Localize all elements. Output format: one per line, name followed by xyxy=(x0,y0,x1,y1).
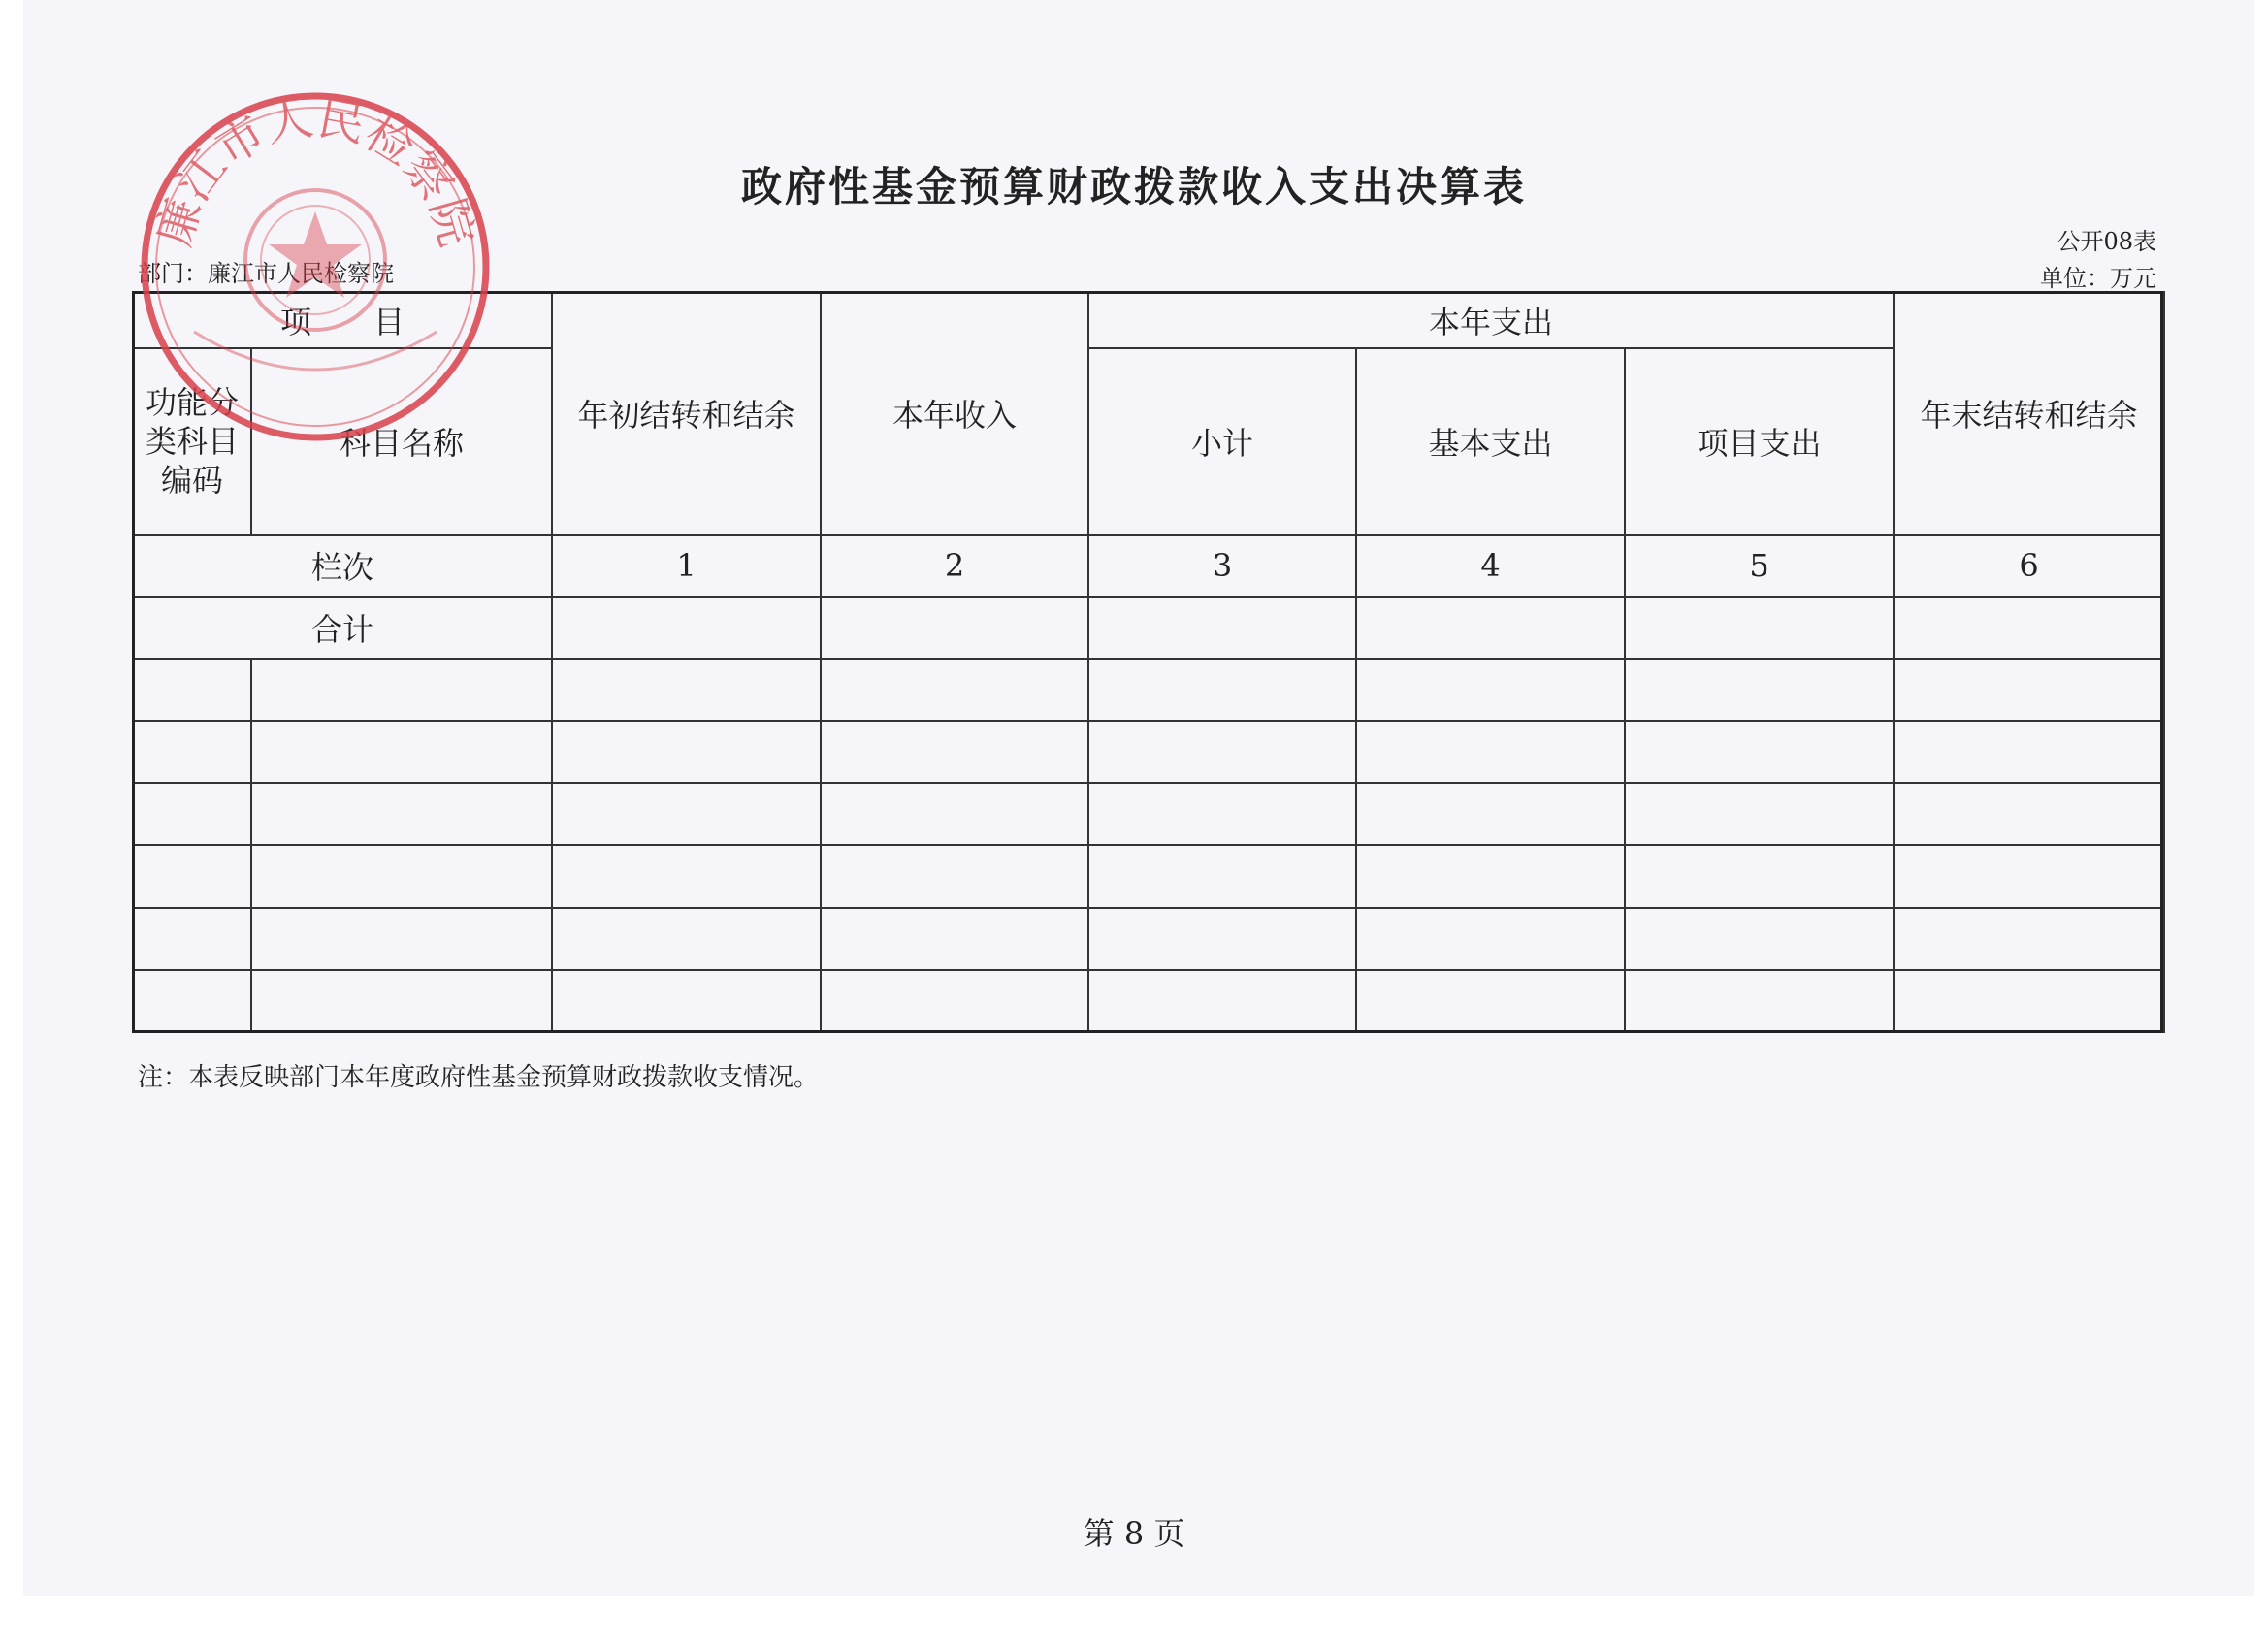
table-cell xyxy=(251,845,552,907)
table-cell xyxy=(1356,783,1625,845)
table-cell xyxy=(821,659,1088,721)
table-cell xyxy=(251,970,552,1032)
table-cell xyxy=(1088,908,1356,970)
table-cell xyxy=(133,908,251,970)
table-cell xyxy=(1088,597,1356,659)
scan-margin xyxy=(0,1596,2268,1649)
table-cell xyxy=(1356,659,1625,721)
table-cell xyxy=(1356,597,1625,659)
table-cell xyxy=(133,845,251,907)
table-row xyxy=(133,659,2164,721)
header-row-1 xyxy=(133,292,2164,348)
table-cell xyxy=(1088,721,1356,783)
header-end-balance: 年末结转和结余 xyxy=(1894,292,2164,535)
department-label: 部门：廉江市人民检察院 xyxy=(138,260,394,287)
header-begin-balance: 年初结转和结余 xyxy=(552,292,821,535)
page-number: 第 8 页 xyxy=(1083,1515,1185,1552)
table-cell xyxy=(251,721,552,783)
table-cell xyxy=(133,721,251,783)
table-cell xyxy=(1088,659,1356,721)
column-number: 6 xyxy=(1894,535,2164,597)
table-row xyxy=(133,783,2164,845)
table-cell xyxy=(552,845,821,907)
seal-text: 廉江市人民检察院 xyxy=(146,90,484,253)
table-cell xyxy=(552,783,821,845)
column-number: 5 xyxy=(1625,535,1894,597)
table-cell xyxy=(1894,659,2164,721)
table-cell xyxy=(1625,659,1894,721)
table-cell xyxy=(821,721,1088,783)
table-cell xyxy=(133,659,251,721)
table-cell xyxy=(1625,597,1894,659)
table-cell xyxy=(1356,970,1625,1032)
table-cell xyxy=(1625,721,1894,783)
unit-label: 单位：万元 xyxy=(2040,265,2156,292)
table-cell xyxy=(552,721,821,783)
header-subtotal: 小计 xyxy=(1088,348,1356,534)
table-cell xyxy=(251,783,552,845)
table-cell xyxy=(1088,845,1356,907)
header-expense-group: 本年支出 xyxy=(1088,292,1894,348)
table-cell xyxy=(1894,597,2164,659)
table-cell xyxy=(1625,970,1894,1032)
table-cell xyxy=(552,597,821,659)
table-cell xyxy=(1625,783,1894,845)
document-title: 政府性基金预算财政拨款收入支出决算表 xyxy=(740,163,1527,210)
table-meta xyxy=(2040,223,2156,297)
table-cell xyxy=(251,659,552,721)
table-cell xyxy=(1356,908,1625,970)
table-cell xyxy=(133,783,251,845)
column-number: 4 xyxy=(1356,535,1625,597)
table-row xyxy=(133,845,2164,907)
table-cell xyxy=(251,908,552,970)
table-cell xyxy=(1894,845,2164,907)
table-cell xyxy=(821,597,1088,659)
table-cell xyxy=(1894,721,2164,783)
table-row xyxy=(133,970,2164,1032)
header-project: 项目支出 xyxy=(1625,348,1894,534)
table-cell xyxy=(1894,908,2164,970)
table-cell xyxy=(552,659,821,721)
column-number: 1 xyxy=(552,535,821,597)
column-index-row xyxy=(133,535,2164,597)
row-index-label: 栏次 xyxy=(133,535,552,597)
table-row xyxy=(133,721,2164,783)
footnote: 注：本表反映部门本年度政府性基金预算财政拨款收支情况。 xyxy=(138,1063,820,1092)
header-code: 功能分类科目编码 xyxy=(133,348,251,534)
table-cell xyxy=(1625,845,1894,907)
table-cell xyxy=(821,908,1088,970)
total-row xyxy=(133,597,2164,659)
header-row-2 xyxy=(133,348,2164,350)
header-basic: 基本支出 xyxy=(1356,348,1625,534)
table-cell xyxy=(1894,970,2164,1032)
table-cell xyxy=(821,970,1088,1032)
table-cell xyxy=(552,908,821,970)
table-cell xyxy=(1625,908,1894,970)
table-row xyxy=(133,908,2164,970)
header-name: 科目名称 xyxy=(251,348,552,534)
table-cell xyxy=(1356,845,1625,907)
row-total-label: 合计 xyxy=(133,597,552,659)
table-number: 公开08表 xyxy=(2057,228,2156,255)
column-number: 3 xyxy=(1088,535,1356,597)
budget-table xyxy=(132,291,2165,1033)
table-cell xyxy=(821,783,1088,845)
table-cell xyxy=(821,845,1088,907)
column-number: 2 xyxy=(821,535,1088,597)
table-cell xyxy=(1088,970,1356,1032)
table-cell xyxy=(133,970,251,1032)
table-cell xyxy=(1894,783,2164,845)
table-cell xyxy=(1356,721,1625,783)
header-income: 本年收入 xyxy=(821,292,1088,535)
header-item: 项 目 xyxy=(133,292,552,348)
table-cell xyxy=(552,970,821,1032)
table-cell xyxy=(1088,783,1356,845)
